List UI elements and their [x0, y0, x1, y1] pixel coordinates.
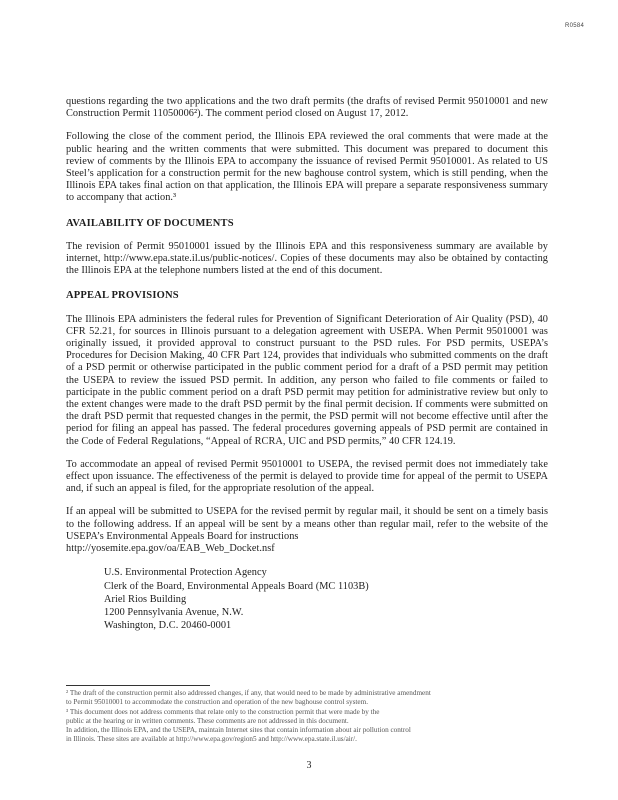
- footnote-line: ² The draft of the construction permit also addressed changes, if any, that would need to be made by administrative amendment: [66, 689, 431, 697]
- footnotes: [66, 689, 548, 745]
- footnote-line: in Illinois. These sites are available at http://www.epa.gov/region5 and http://www.epa.state.il.us/air/.: [66, 735, 357, 744]
- footnote-line: In addition, the Illinois EPA, and the USEPA, maintain Internet sites that contain information about air pollution control: [66, 726, 411, 735]
- address-line: 1200 Pennsylvania Avenue, N.W.: [104, 607, 244, 619]
- address-line: Clerk of the Board, Environmental Appeals Board (MC 1103B): [104, 580, 369, 592]
- bates-stamp: R0584: [565, 23, 585, 29]
- paragraph-review-of-comments: Following the close of the comment period, the Illinois EPA reviewed the oral comments that were made at the public hearing and the written comments that were submitted. This document was prepared to document this review of comments by the Illinois EPA to accompany the issuance of revised Permit 95010001. As related to US Steel’s application for a construction permit for the new baghouse control system, which is still pending, when the Illinois EPA takes final action on that application, the Illinois EPA will prepare a separate responsiveness summary to accompany that action.³: [66, 131, 548, 204]
- paragraph-comment-period: questions regarding the two applications and the two draft permits (the drafts of revised Permit 95010001 and new Construction Permit 11050006²). The comment period closed on August 17, 2012.: [66, 96, 548, 120]
- paragraph-appeal-submission: [66, 506, 548, 555]
- address-line: U.S. Environmental Protection Agency: [104, 567, 267, 579]
- footnote-line: ³ This document does not address comments that relate only to the construction permit that were made by the: [66, 707, 380, 716]
- address-line: Ariel Rios Building: [104, 593, 187, 605]
- page-number: 3: [306, 760, 312, 771]
- footnote-divider: [66, 685, 210, 686]
- eab-website-link[interactable]: http://yosemite.epa.gov/oa/EAB_Web_Docket.nsf: [66, 543, 275, 555]
- paragraph-availability: The revision of Permit 95010001 issued by the Illinois EPA and this responsiveness summary are available by internet, http://www.epa.state.il.us/public-notices/. Copies of these documents may also be obtained by contacting the Illinois EPA at the telephone numbers listed at the end of this document.: [66, 240, 548, 277]
- address-line: Washington, D.C. 20460-0001: [104, 620, 232, 632]
- heading-availability: AVAILABILITY OF DOCUMENTS: [66, 217, 234, 229]
- heading-appeal-provisions: APPEAL PROVISIONS: [66, 290, 179, 302]
- document-body: [66, 96, 548, 633]
- footnote-line: public at the hearing or in written comments. These comments are not addressed in this document.: [66, 716, 349, 725]
- appeal-submission-text: If an appeal will be submitted to USEPA for the revised permit by regular mail, it should be sent on a timely basis to the following address. If an appeal will be sent by a means other than regular mail, refer to the website of the USEPA’s Environmental Appeals Board for instructions: [66, 506, 548, 542]
- paragraph-psd-rules: The Illinois EPA administers the federal rules for Prevention of Significant Deterioration of Air Quality (PSD), 40 CFR 52.21, for sources in Illinois pursuant to a delegation agreement with USEPA. When Permit 95010001 was originally issued, it provided approval to construct pursuant to the PSD rules. For PSD permits, USEPA’s Procedures for Decision Making, 40 CFR Part 124, provides that individuals who submitted comments on the draft of a PSD permit or otherwise participated in the public comment period for a draft of a PSD permit may petition the USEPA to review the issued PSD permit. In addition, any person who failed to file comments or failed to participate in the public comment period on a draft PSD permit may petition for administrative review but only to the extent changes were made to the draft PSD permit by the final permit decision. If comments were submitted on the draft PSD permit that requested changes in the permit, the PSD permit will not become effective until after the period for filing an appeal has passed. The federal procedures governing appeals of PSD permit are contained in the Code of Federal Regulations, “Appeal of RCRA, UIC and PSD permits,” 40 CFR 124.19.: [66, 313, 548, 447]
- mailing-address: [104, 566, 548, 632]
- footnote-line: to Permit 95010001 to accommodate the construction and operation of the new baghouse control system.: [66, 698, 369, 707]
- paragraph-appeal-accommodation: To accommodate an appeal of revised Permit 95010001 to USEPA, the revised permit does not immediately take effect upon issuance. The effectiveness of the permit is delayed to provide time for appeal of the permit to USEPA and, if such an appeal is filed, for the appropriate resolution of the appeal.: [66, 458, 548, 495]
